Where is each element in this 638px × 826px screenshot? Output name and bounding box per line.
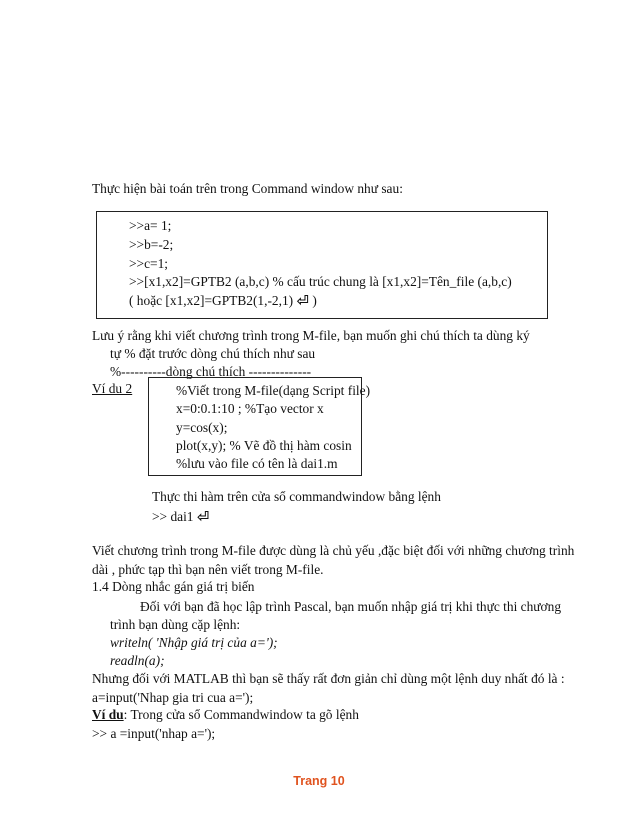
- section-line-1: Đối với bạn đã học lập trình Pascal, bạn muốn nhập giá trị khi thực thi chương: [140, 599, 562, 614]
- pascal-code-2: readln(a);: [110, 653, 165, 668]
- section-line-2: trình bạn dùng cặp lệnh:: [110, 617, 241, 632]
- example2-line-1: %Viết trong M-file(dạng Script file): [176, 383, 371, 398]
- command-line-1: >>a= 1;: [129, 218, 172, 233]
- command-line-4: >>[x1,x2]=GPTB2 (a,b,c) % cấu trúc chung là [x1,x2]=Tên_file (a,b,c): [129, 274, 512, 289]
- example2-line-5: %lưu vào file có tên là dai1.m: [176, 456, 338, 471]
- note-line-3: %----------dòng chú thích --------------: [110, 364, 312, 379]
- section-line-4: a=input('Nhap gia tri cua a=');: [92, 690, 254, 705]
- command-line-5: [129, 292, 317, 310]
- example2-line-2: x=0:0.1:10 ; %Tạo vector x: [176, 401, 324, 416]
- example2-line-3: y=cos(x);: [176, 420, 228, 435]
- example2-line-4: plot(x,y); % Vẽ đồ thị hàm cosin: [176, 438, 352, 453]
- section-line-5: >> a =input('nhap a=');: [92, 726, 216, 741]
- example-label: Ví du: [92, 707, 124, 722]
- example2-label: Ví du 2: [92, 381, 133, 396]
- section-heading: 1.4 Dòng nhắc gán giá trị biến: [92, 579, 255, 594]
- command-line-2: >>b=-2;: [129, 237, 174, 252]
- example-line: [92, 706, 359, 724]
- run-command: [152, 508, 209, 526]
- page-footer: Trang 10: [293, 774, 345, 788]
- pascal-code-1: writeln( 'Nhập giá trị của a=');: [110, 635, 278, 650]
- note-line-1: Lưu ý rằng khi viết chương trình trong M-file, bạn muốn ghi chú thích ta dùng ký: [92, 328, 530, 343]
- paragraph-line-2: dài , phức tạp thì bạn nên viết trong M-file.: [92, 562, 324, 577]
- paragraph-line-1: Viết chương trình trong M-file được dùng là chủ yếu ,đặc biệt đối với những chương trình: [92, 543, 575, 558]
- enter-icon: ⏎: [196, 508, 210, 526]
- run-command-text: >> dai1: [152, 509, 194, 524]
- enter-icon: ⏎: [296, 292, 310, 310]
- command-line-5-text: ( hoặc [x1,x2]=GPTB2(1,-2,1): [129, 293, 294, 308]
- note-line-2: tự % đặt trước dòng chú thích như sau: [110, 346, 316, 361]
- command-line-3: >>c=1;: [129, 256, 169, 271]
- example-text: : Trong cửa sổ Commandwindow ta gõ lệnh: [123, 707, 359, 722]
- section-line-3: Nhưng đối với MATLAB thì bạn sẽ thấy rất đơn giản chỉ dùng một lệnh duy nhất đó là :: [92, 671, 565, 686]
- run-instruction: Thực thi hàm trên cửa sổ commandwindow bằng lệnh: [152, 489, 441, 504]
- command-line-5-end: ): [312, 293, 317, 308]
- intro-line: Thực hiện bài toán trên trong Command window như sau:: [92, 181, 403, 196]
